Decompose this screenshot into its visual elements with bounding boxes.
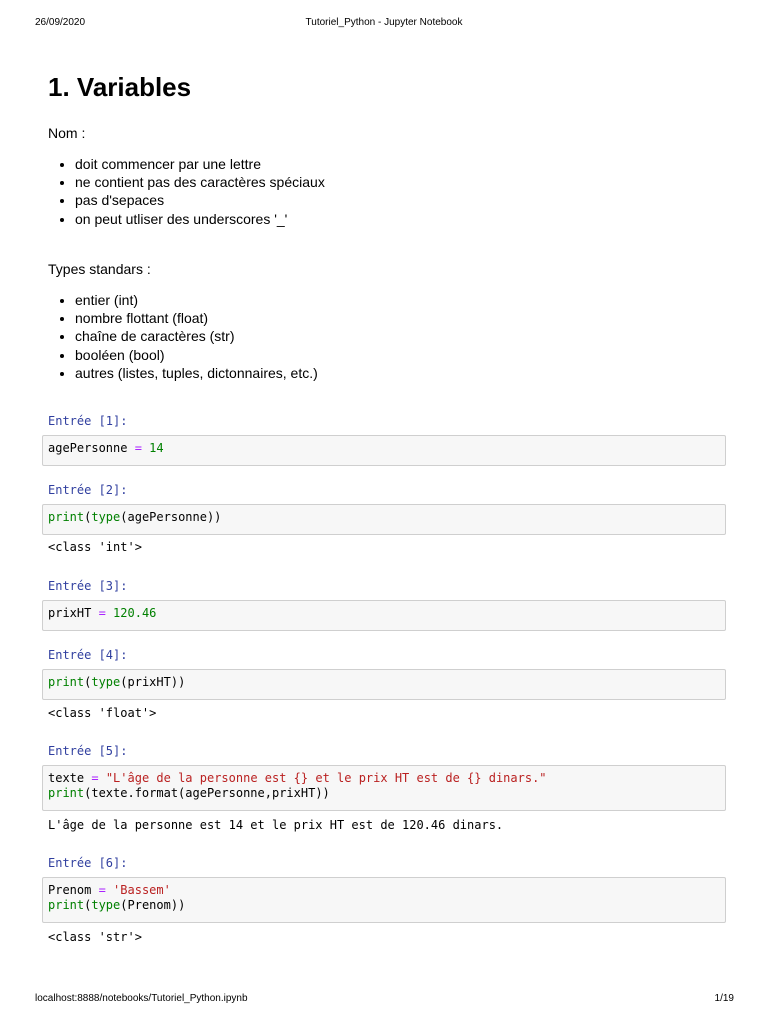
code-token: 14 [149, 441, 164, 455]
code-token: (agePersonne)) [120, 510, 222, 524]
cell-prompt: Entrée [5]: [48, 744, 128, 758]
code-line [48, 898, 720, 913]
list-item: • chaîne de caractères (str) [75, 327, 318, 345]
section-title: 1. Variables [48, 72, 192, 102]
code-cell[interactable] [42, 765, 726, 811]
cell-prompt: Entrée [3]: [48, 579, 128, 593]
list-item: • on peut utliser des underscores '_' [75, 210, 325, 228]
nom-rules-list [48, 155, 325, 228]
cell-output: <class 'str'> [48, 930, 142, 944]
cell-prompt: Entrée [2]: [48, 483, 128, 497]
types-list [48, 291, 318, 382]
code-cell[interactable] [42, 600, 726, 631]
types-label: Types standars : [48, 261, 151, 277]
cell-prompt: Entrée [6]: [48, 856, 128, 870]
code-token: print [48, 510, 85, 524]
code-line [48, 510, 720, 525]
code-token [106, 606, 113, 620]
code-token: (prixHT)) [120, 675, 186, 689]
code-line [48, 786, 720, 801]
code-token: 'Bassem' [113, 883, 171, 897]
code-token: = [98, 606, 106, 620]
print-url: localhost:8888/notebooks/Tutoriel_Python.ipynb [35, 993, 248, 1004]
code-token: ( [84, 510, 92, 524]
list-item: • entier (int) [75, 291, 318, 309]
code-cell[interactable] [42, 669, 726, 700]
code-token: print [48, 786, 85, 800]
code-token: type [91, 510, 121, 524]
code-cell[interactable] [42, 435, 726, 466]
list-item: • nombre flottant (float) [75, 309, 318, 327]
code-token: = [134, 441, 142, 455]
code-line [48, 675, 720, 690]
list-item: • pas d'sepaces [75, 191, 325, 209]
list-item: • doit commencer par une lettre [75, 155, 325, 173]
code-token: prixHT [48, 606, 99, 620]
code-token: 120.46 [113, 606, 157, 620]
page-number: 1/19 [714, 993, 734, 1004]
print-title: Tutoriel_Python - Jupyter Notebook [305, 17, 463, 28]
code-token: texte [48, 771, 92, 785]
code-line [48, 441, 720, 456]
code-token: = [98, 883, 106, 897]
code-cell[interactable] [42, 877, 726, 923]
code-token [106, 883, 113, 897]
code-token: = [91, 771, 99, 785]
code-token [99, 771, 106, 785]
list-item: • ne contient pas des caractères spéciaux [75, 173, 325, 191]
code-token: ( [84, 898, 92, 912]
code-token: (texte.format(agePersonne,prixHT)) [84, 786, 330, 800]
code-token: type [91, 675, 121, 689]
list-item: • autres (listes, tuples, dictonnaires, etc.) [75, 364, 318, 382]
code-token: "L'âge de la personne est {} et le prix HT est de {} dinars." [105, 771, 547, 785]
code-token: Prenom [48, 883, 99, 897]
code-line [48, 771, 720, 786]
list-item: • booléen (bool) [75, 346, 318, 364]
cell-output: <class 'float'> [48, 706, 157, 720]
code-token: ( [84, 675, 92, 689]
code-token: print [48, 898, 85, 912]
code-token: agePersonne [48, 441, 135, 455]
cell-output: L'âge de la personne est 14 et le prix HT est de 120.46 dinars. [48, 818, 504, 832]
code-token: print [48, 675, 85, 689]
code-line [48, 883, 720, 898]
nom-label: Nom : [48, 125, 86, 141]
cell-prompt: Entrée [4]: [48, 648, 128, 662]
print-date: 26/09/2020 [35, 17, 86, 28]
code-line [48, 606, 720, 621]
code-cell[interactable] [42, 504, 726, 535]
cell-output: <class 'int'> [48, 540, 142, 554]
cell-prompt: Entrée [1]: [48, 414, 128, 428]
code-token: type [91, 898, 121, 912]
code-token: (Prenom)) [120, 898, 186, 912]
